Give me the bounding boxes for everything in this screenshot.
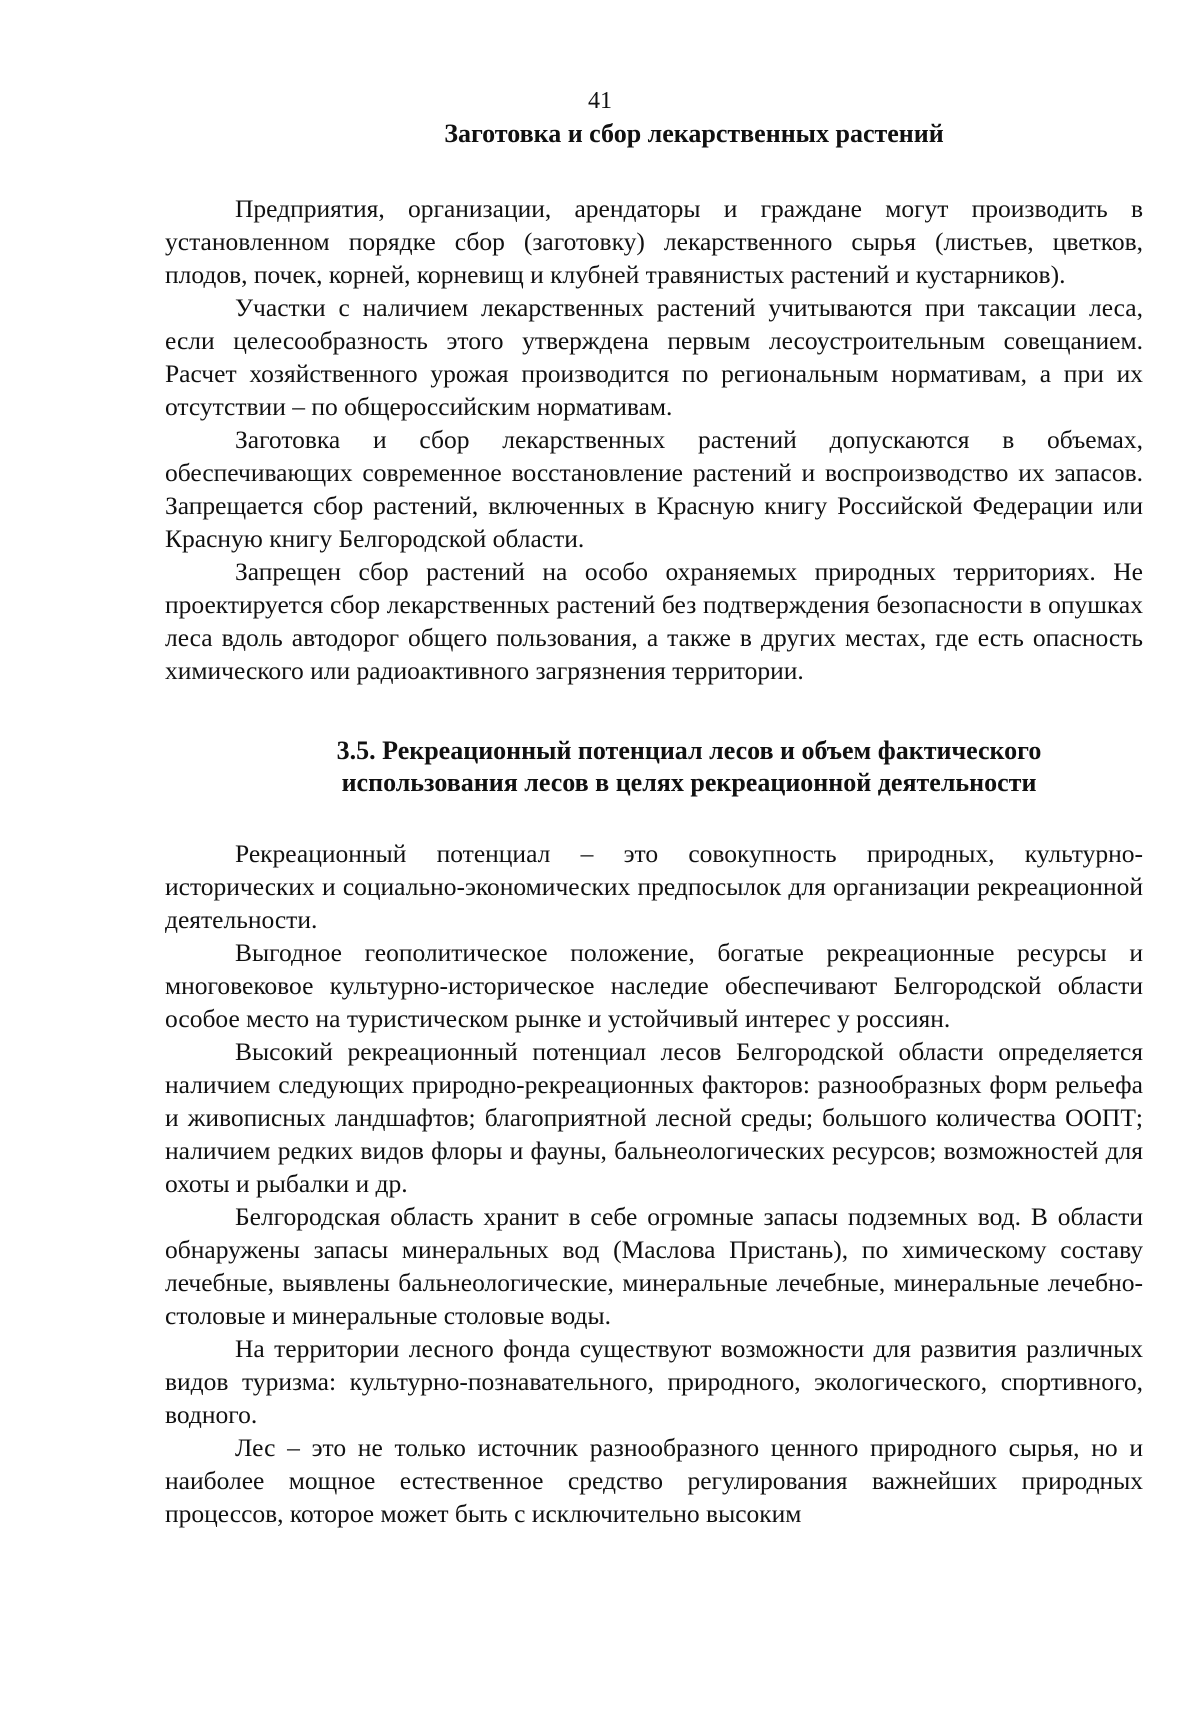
paragraph: Белгородская область хранит в себе огромные запасы подземных вод. В области обнаружены запасы минеральных вод (Маслова Пристань), по химическому составу лечебные, выявлены бальнеологические, минеральные лечебные, минеральные лечебно-столовые и минеральные столовые воды. <box>165 1202 1143 1330</box>
document-content <box>165 118 1143 1530</box>
paragraph: Выгодное геополитическое положение, богатые рекреационные ресурсы и многовековое культурно-историческое наследие обеспечивают Белгородской области особое место на туристическом рынке и устойчивый интерес у россиян. <box>165 938 1143 1033</box>
paragraph: Высокий рекреационный потенциал лесов Белгородской области определяется наличием следующих природно-рекреационных факторов: разнообразных форм рельефа и живописных ландшафтов; благоприятной лесной среды; большого количества ООПТ; наличием редких видов флоры и фауны, бальнеологических ресурсов; возможностей для охоты и рыбалки и др. <box>165 1037 1143 1198</box>
page-number: 41 <box>588 88 612 114</box>
paragraph: Запрещен сбор растений на особо охраняемых природных территориях. Не проектируется сбор лекарственных растений без подтверждения безопасности в опушках леса вдоль автодорог общего пользования, а также в других местах, где есть опасность химического или радиоактивного загрязнения территории. <box>165 557 1143 685</box>
paragraph: На территории лесного фонда существуют возможности для развития различных видов туризма: культурно-познавательного, природного, экологического, спортивного, водного. <box>165 1334 1143 1429</box>
paragraph: Рекреационный потенциал – это совокупность природных, культурно-исторических и социально-экономических предпосылок для организации рекреационной деятельности. <box>165 839 1143 934</box>
section-title-recreational-potential <box>165 735 1143 799</box>
section-title-line-1: 3.5. Рекреационный потенциал лесов и объем фактического <box>336 736 1042 765</box>
section-recreational-potential-body <box>165 837 1143 1530</box>
paragraph: Предприятия, организации, арендаторы и граждане могут производить в установленном порядке сбор (заготовку) лекарственного сырья (листьев, цветков, плодов, почек, корней, корневищ и клубней травянистых растений и кустарников). <box>165 194 1143 289</box>
section-medicinal-plants-body <box>165 192 1143 687</box>
section-title-line-2: использования лесов в целях рекреационной деятельности <box>341 768 1037 797</box>
paragraph: Лес – это не только источник разнообразного ценного природного сырья, но и наиболее мощное естественное средство регулирования важнейших природных процессов, которое может быть с исключительно высоким <box>165 1433 1143 1528</box>
section-title-medicinal-plants: Заготовка и сбор лекарственных растений <box>444 119 944 148</box>
paragraph: Участки с наличием лекарственных растений учитываются при таксации леса, если целесообразность этого утверждена первым лесоустроительным совещанием. Расчет хозяйственного урожая производится по региональным нормативам, а при их отсутствии – по общероссийским нормативам. <box>165 293 1143 421</box>
paragraph: Заготовка и сбор лекарственных растений допускаются в объемах, обеспечивающих современное восстановление растений и воспроизводство их запасов. Запрещается сбор растений, включенных в Красную книгу Российской Федерации или Красную книгу Белгородской области. <box>165 425 1143 553</box>
